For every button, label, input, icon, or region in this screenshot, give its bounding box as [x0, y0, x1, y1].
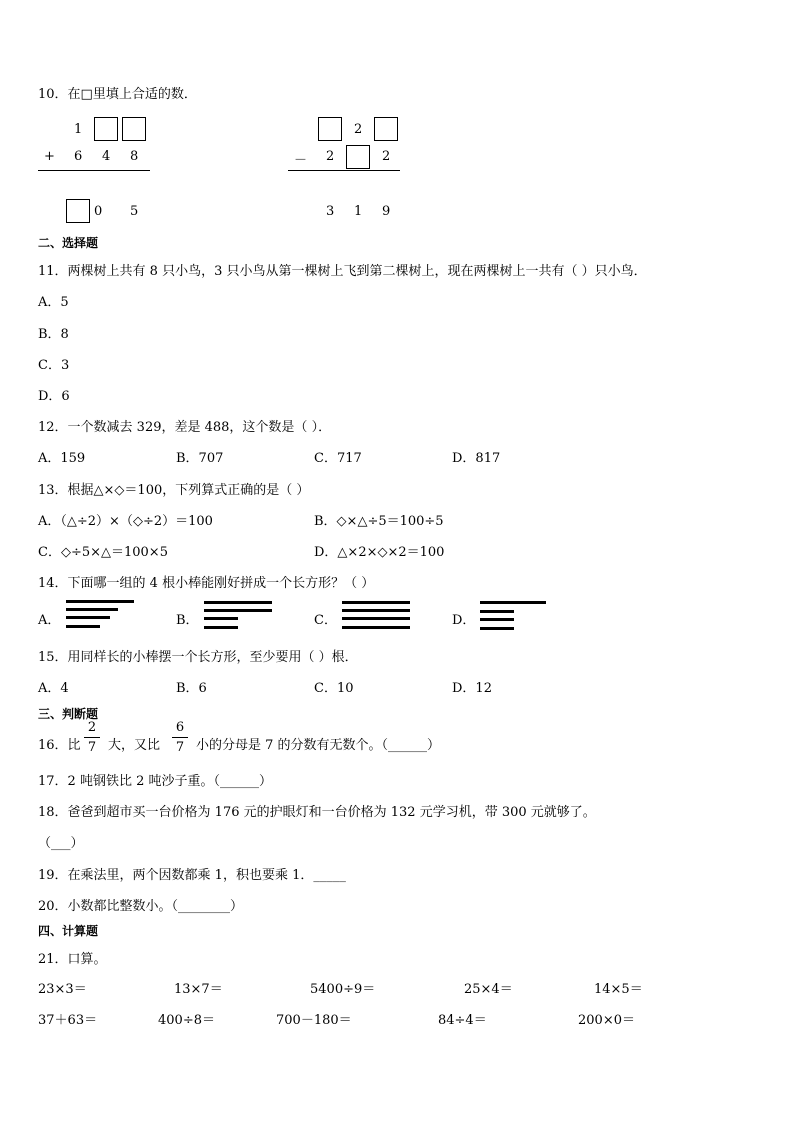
q15-option-d[interactable]: D．12: [452, 681, 492, 696]
sub-row2-digit: 2: [382, 149, 391, 164]
q14-option-d[interactable]: D．: [452, 613, 476, 628]
calc-item: 25×4＝: [464, 982, 513, 997]
stick: [480, 627, 514, 630]
q20: 20．小数都比整数小。（________）: [38, 899, 244, 914]
q13-stem: 13．根据△×◇＝100，下列算式正确的是（ ）: [38, 483, 310, 498]
q16-text-post: 小的分母是 7 的分数有无数个。（______）: [196, 738, 441, 753]
add-result-digit: 5: [130, 204, 139, 219]
q15-option-a[interactable]: A．4: [38, 681, 69, 696]
q12-option-c[interactable]: C．717: [314, 451, 362, 466]
stick: [342, 617, 410, 620]
difference-line: [288, 170, 400, 171]
q11-option-b[interactable]: B．8: [38, 327, 69, 342]
fill-box[interactable]: [374, 117, 398, 141]
stick: [204, 609, 272, 612]
calc-item: 37＋63＝: [38, 1013, 98, 1028]
stick: [480, 601, 546, 604]
fraction-bar: [84, 737, 100, 738]
q16-text-pre: 16．比: [38, 738, 81, 753]
add-row2-digit: 6: [74, 149, 83, 164]
stick: [66, 608, 118, 611]
q13-option-d[interactable]: D．△×2×◇×2＝100: [314, 545, 445, 560]
q15-option-b[interactable]: B．6: [176, 681, 207, 696]
q10-prompt: 10．在□里填上合适的数．: [38, 87, 197, 102]
q21-stem: 21．口算。: [38, 952, 107, 967]
q11-option-d[interactable]: D．6: [38, 389, 70, 404]
sum-line: [38, 170, 150, 171]
denominator: 7: [175, 740, 185, 755]
stick: [204, 601, 272, 604]
q13-option-b[interactable]: B．◇×△÷5＝100÷5: [314, 514, 444, 529]
q12-stem: 12．一个数减去 329，差是 488，这个数是（ ）．: [38, 420, 332, 435]
stick: [342, 601, 410, 604]
section-heading: 三、判断题: [38, 707, 99, 721]
sub-result-digit: 1: [354, 204, 363, 219]
q12-option-b[interactable]: B．707: [176, 451, 224, 466]
numerator: 6: [175, 720, 185, 735]
stick: [480, 610, 514, 613]
calc-item: 700－180＝: [276, 1013, 352, 1028]
stick: [342, 609, 410, 612]
q16-text-mid: 大，又比: [108, 738, 161, 753]
stick: [480, 618, 514, 621]
q14-stem: 14．下面哪一组的 4 根小棒能刚好拼成一个长方形？（ ）: [38, 576, 375, 591]
q14-option-b[interactable]: B．: [176, 613, 199, 628]
fill-box[interactable]: [318, 117, 342, 141]
q15-option-c[interactable]: C．10: [314, 681, 354, 696]
fraction-2-7: [84, 721, 100, 754]
q12-option-a[interactable]: A．159: [38, 451, 86, 466]
q14-option-c[interactable]: C．: [314, 613, 337, 628]
stick: [66, 600, 134, 603]
q11-option-c[interactable]: C．3: [38, 358, 70, 373]
fraction-bar: [172, 737, 188, 738]
sub-row2-digit: 2: [326, 149, 335, 164]
stick: [204, 626, 238, 629]
numerator: 2: [87, 720, 97, 735]
q14-option-a[interactable]: A．: [38, 613, 61, 628]
q13-option-c[interactable]: C．◇÷5×△＝100×5: [38, 545, 168, 560]
stick: [342, 626, 410, 629]
stick: [66, 616, 110, 619]
sub-result-digit: 9: [382, 204, 391, 219]
calc-item: 5400÷9＝: [310, 982, 376, 997]
denominator: 7: [87, 740, 97, 755]
q18-line1: 18．爸爸到超市买一台价格为 176 元的护眼灯和一台价格为 132 元学习机，带 300 元就够了。: [38, 805, 596, 820]
q17: 17．2 吨钢铁比 2 吨沙子重。（______）: [38, 774, 272, 789]
fill-box[interactable]: [66, 199, 90, 223]
fill-box[interactable]: [346, 145, 370, 169]
q11-stem: 11．两棵树上共有 8 只小鸟，3 只小鸟从第一棵树上飞到第二棵树上，现在两棵树上一共有（ ）只小鸟．: [38, 264, 647, 279]
add-row2-digit: 4: [102, 149, 111, 164]
fill-box[interactable]: [94, 117, 118, 141]
section-heading: 二、选择题: [38, 236, 99, 250]
calc-item: 400÷8＝: [158, 1013, 215, 1028]
q11-option-a[interactable]: A．5: [38, 295, 69, 310]
q15-stem: 15．用同样长的小棒摆一个长方形，至少要用（ ）根．: [38, 650, 358, 665]
calc-item: 14×5＝: [594, 982, 643, 997]
plus-sign: +: [44, 149, 55, 164]
section-heading: 四、计算题: [38, 924, 99, 938]
q19: 19．在乘法里，两个因数都乘 1，积也要乘 1．_____: [38, 868, 346, 883]
add-row2-digit: 8: [130, 149, 139, 164]
calc-item: 23×3＝: [38, 982, 87, 997]
add-result-digit: 0: [94, 204, 103, 219]
calc-item: 84÷4＝: [438, 1013, 487, 1028]
sub-row1-digit: 2: [354, 122, 363, 137]
stick: [204, 617, 238, 620]
calc-item: 13×7＝: [174, 982, 223, 997]
calc-item: 200×0＝: [578, 1013, 635, 1028]
stick: [66, 625, 100, 628]
add-row1-digit: 1: [74, 122, 83, 137]
sub-result-digit: 3: [326, 204, 335, 219]
q13-option-a[interactable]: A．（△÷2）×（◇÷2）＝100: [38, 514, 213, 529]
q18-line2: （___）: [38, 836, 84, 851]
minus-sign: －: [294, 153, 308, 168]
q12-option-d[interactable]: D．817: [452, 451, 501, 466]
fraction-6-7: [172, 721, 188, 754]
fill-box[interactable]: [122, 117, 146, 141]
